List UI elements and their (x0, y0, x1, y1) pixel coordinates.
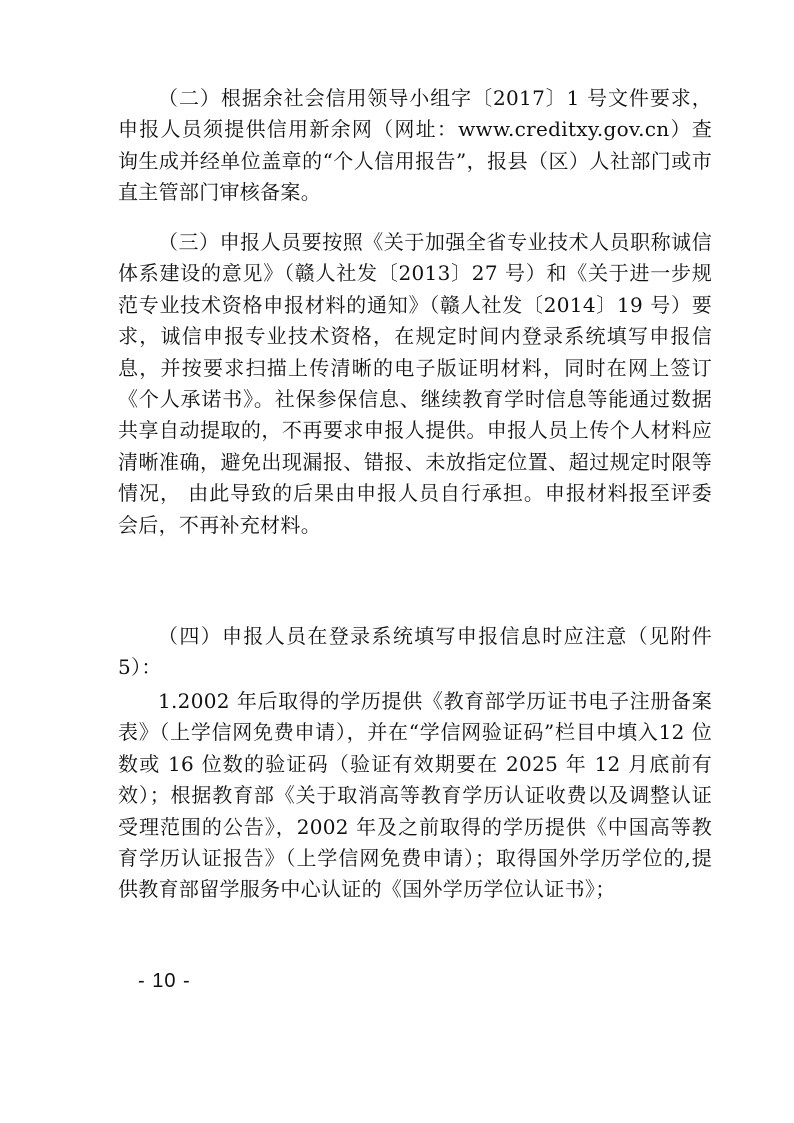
paragraph-section-3: （三）申报人员要按照《关于加强全省专业技术人员职称诚信体系建设的意见》（赣人社发〔2013〕27 号）和《关于进一步规范专业技术资格申报材料的通知》（赣人社发〔2014〕19 号）要求，诚信申报专业技术资格，在规定时间内登录系统填写申报信息，并按要求扫描上传清晰的电子版证明材料，同时在网上签订《个人承诺书》。社保参保信息、继续教育学时信息等能通过数据共享自动提取的，不再要求申报人提供。申报人员上传个人材料应清晰准确，避免出现漏报、错报、未放指定位置、超过规定时限等情况， 由此导致的后果由申报人员自行承担。申报材料报至评委会后，不再补充材料。 (118, 230, 712, 537)
paragraph-item-1: 1.2002 年后取得的学历提供《教育部学历证书电子注册备案表》（上学信网免费申请），并在“学信网验证码”栏目中填入12 位数或 16 位数的验证码（验证有效期要在 2025 年 12 月底前有效）；根据教育部《关于取消高等教育学历认证收费以及调整认证受理范围的公告》，2002 年及之前取得的学历提供《中国高等教育学历认证报告》（上学信网免费申请）；取得国外学历学位的,提供教育部留学服务中心认证的《国外学历学位认证书》； (118, 689, 712, 902)
paragraph-section-4: （四）申报人员在登录系统填写申报信息时应注意（见附件5）： (118, 624, 712, 680)
page-number: - 10 - (138, 970, 191, 992)
paragraph-section-2: （二）根据余社会信用领导小组字〔2017〕1 号文件要求，申报人员须提供信用新余网（网址：www.creditxy.gov.cn）查询生成并经单位盖章的“个人信用报告”，报县（区）人社部门或市直主管部门审核备案。 (118, 86, 712, 205)
